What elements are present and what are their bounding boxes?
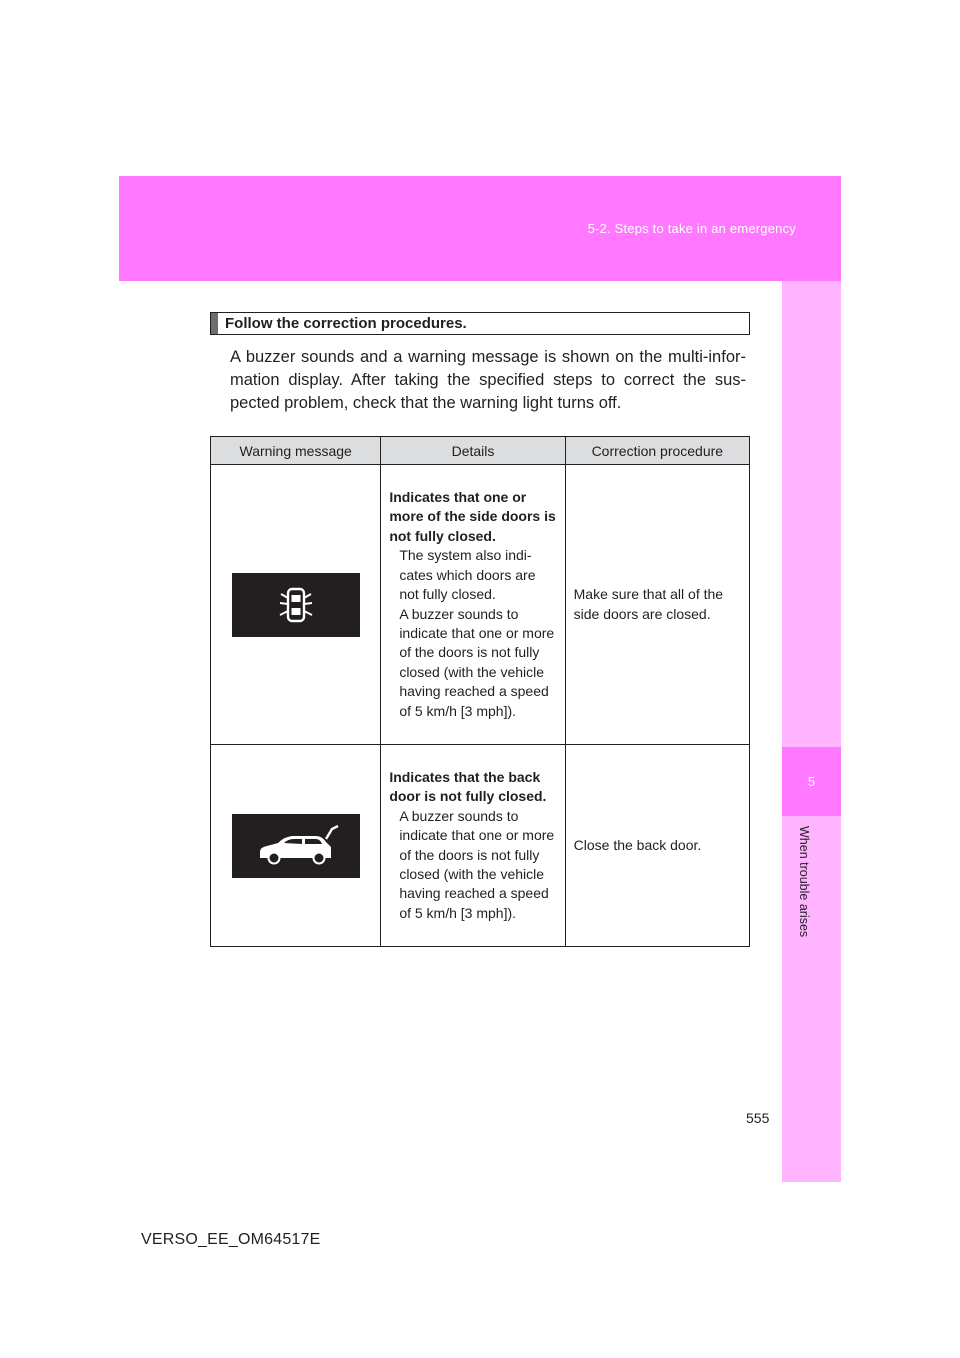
intro-paragraph: A buzzer sounds and a warning message is shown on the multi-infor-mation display. After taking the specified steps to correct the sus-pected problem, check that the warning light turns off. <box>230 348 746 412</box>
details-cell <box>381 745 565 947</box>
warning-message-cell <box>211 745 381 947</box>
chapter-number: 5 <box>807 774 816 789</box>
header-band <box>119 176 841 281</box>
details-cell <box>381 465 565 745</box>
warning-table <box>210 436 750 947</box>
details-lead: Indicates that one or more of the side doors is not fully closed. <box>389 489 556 544</box>
column-header-warning: Warning message <box>211 437 381 465</box>
door-open-icon <box>232 573 360 637</box>
warning-message-cell <box>211 465 381 745</box>
chapter-sidebar <box>782 281 841 1182</box>
correction-cell: Make sure that all of the side doors are closed. <box>565 465 749 745</box>
table-row <box>211 465 750 745</box>
heading-text: Follow the correction procedures. <box>225 315 467 332</box>
details-lead: Indicates that the back door is not fully closed. <box>389 768 547 805</box>
column-header-correction: Correction procedure <box>565 437 749 465</box>
column-header-details: Details <box>381 437 565 465</box>
chapter-tab[interactable] <box>782 747 841 816</box>
document-code: VERSO_EE_OM64517E <box>141 1231 321 1248</box>
section-label: 5-2. Steps to take in an emergency <box>587 221 796 236</box>
heading-marker <box>211 313 218 334</box>
details-note: The system also indi-cates which doors are not fully closed. <box>399 547 536 603</box>
table-row <box>211 745 750 947</box>
procedure-heading <box>210 312 750 335</box>
back-door-open-icon <box>232 814 360 878</box>
details-note: A buzzer sounds to indicate that one or more of the doors is not fully closed (with the vehicle having reached a speed of 5 km/h [3 mph]). <box>399 605 555 719</box>
page-number: 555 <box>746 1110 770 1126</box>
correction-cell: Close the back door. <box>565 745 749 947</box>
chapter-title: When trouble arises <box>797 826 811 938</box>
table-header-row <box>211 437 750 465</box>
details-note: A buzzer sounds to indicate that one or more of the doors is not fully closed (with the vehicle having reached a speed of 5 km/h [3 mph]). <box>399 807 555 921</box>
